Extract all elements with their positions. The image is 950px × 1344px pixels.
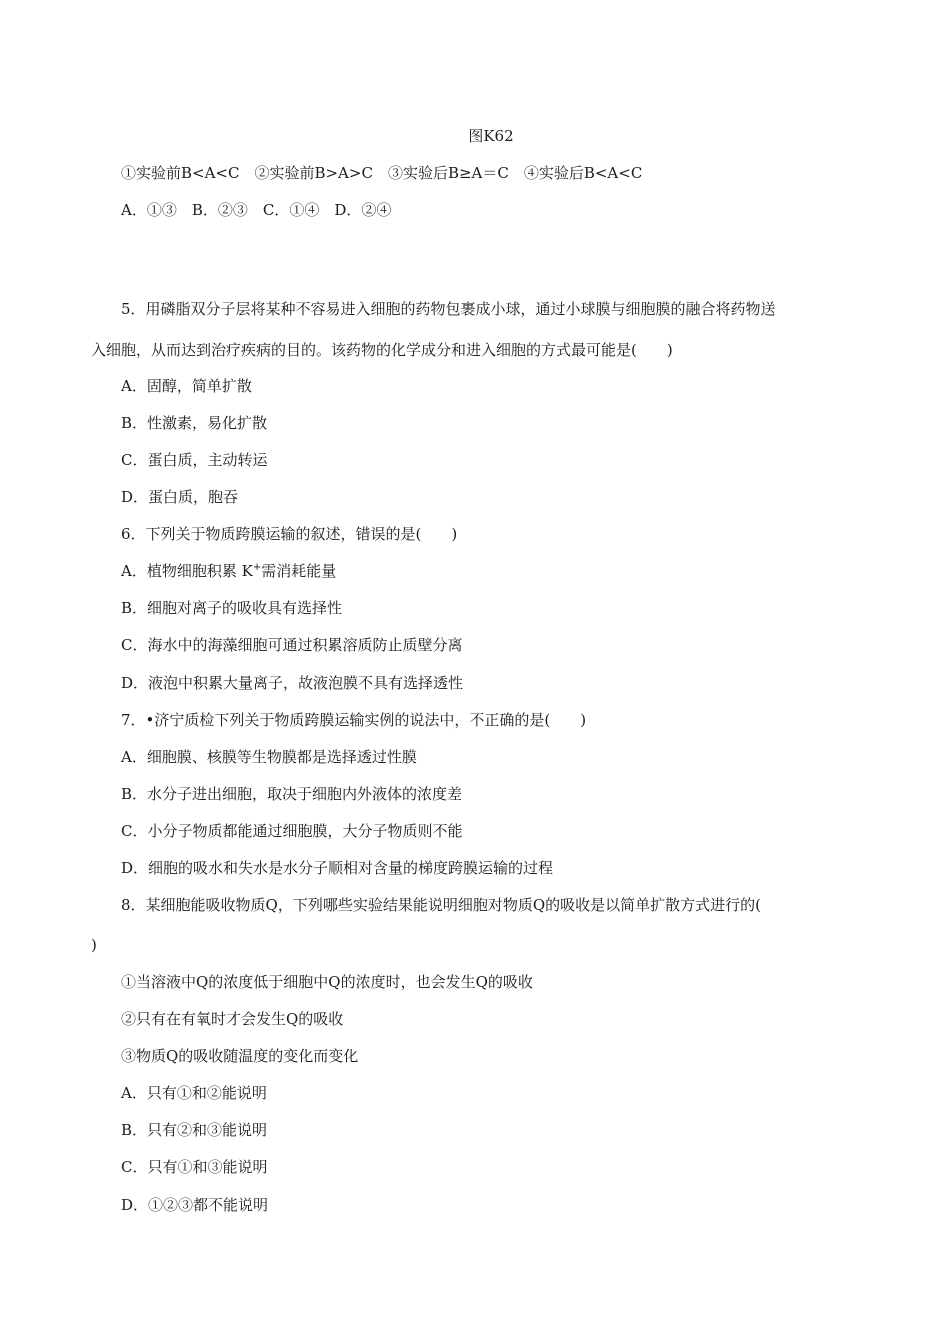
q4-statements: ①实验前B<A<C ②实验前B>A>C ③实验后B≥A＝C ④实验后B<A<C — [121, 164, 643, 182]
q8-statement-1: ①当溶液中Q的浓度低于细胞中Q的浓度时，也会发生Q的吸收 — [121, 973, 533, 991]
q7-option-d: D．细胞的吸水和失水是水分子顺相对含量的梯度跨膜运输的过程 — [121, 859, 554, 877]
q5-stem-line2: 入细胞，从而达到治疗疾病的目的。该药物的化学成分和进入细胞的方式最可能是( ) — [91, 341, 673, 359]
q6-option-d: D．液泡中积累大量离子，故液泡膜不具有选择透性 — [121, 674, 464, 692]
q6-option-a-prefix: A．植物细胞积累 K — [121, 562, 253, 580]
q4-options: A．①③ B．②③ C．①④ D．②④ — [121, 201, 392, 219]
q6-option-c: C．海水中的海藻细胞可通过积累溶质防止质壁分离 — [121, 636, 463, 654]
q8-option-c: C．只有①和③能说明 — [121, 1158, 268, 1176]
q6-option-a-suffix: 需消耗能量 — [261, 562, 337, 580]
q7-option-a: A．细胞膜、核膜等生物膜都是选择透过性膜 — [121, 748, 417, 766]
q7-stem: 7．•济宁质检下列关于物质跨膜运输实例的说法中，不正确的是( ) — [121, 711, 587, 729]
q8-option-b: B．只有②和③能说明 — [121, 1121, 268, 1139]
q8-option-a: A．只有①和②能说明 — [121, 1084, 267, 1102]
q5-option-b: B．性激素，易化扩散 — [121, 414, 268, 432]
q5-option-c: C．蛋白质，主动转运 — [121, 451, 268, 469]
q8-statement-3: ③物质Q的吸收随温度的变化而变化 — [121, 1047, 359, 1065]
q8-stem-line2: ) — [91, 936, 97, 954]
q6-option-a-superscript: + — [252, 562, 262, 573]
figure-caption: 图K62 — [468, 127, 514, 145]
q5-stem-line1: 5．用磷脂双分子层将某种不容易进入细胞的药物包裹成小球，通过小球膜与细胞膜的融合将药物送 — [121, 300, 776, 318]
q7-option-b: B．水分子进出细胞，取决于细胞内外液体的浓度差 — [121, 785, 463, 803]
q6-option-a — [121, 561, 336, 581]
q8-statement-2: ②只有在有氧时才会发生Q的吸收 — [121, 1010, 344, 1028]
q8-option-d: D．①②③都不能说明 — [121, 1196, 269, 1214]
q8-stem-line1: 8．某细胞能吸收物质Q，下列哪些实验结果能说明细胞对物质Q的吸收是以简单扩散方式进行的( — [121, 896, 761, 914]
q7-option-c: C．小分子物质都能通过细胞膜，大分子物质则不能 — [121, 822, 463, 840]
q6-option-b: B．细胞对离子的吸收具有选择性 — [121, 599, 343, 617]
q6-stem: 6．下列关于物质跨膜运输的叙述，错误的是( ) — [121, 525, 458, 543]
q5-option-d: D．蛋白质，胞吞 — [121, 488, 239, 506]
q5-option-a: A．固醇，简单扩散 — [121, 377, 252, 395]
